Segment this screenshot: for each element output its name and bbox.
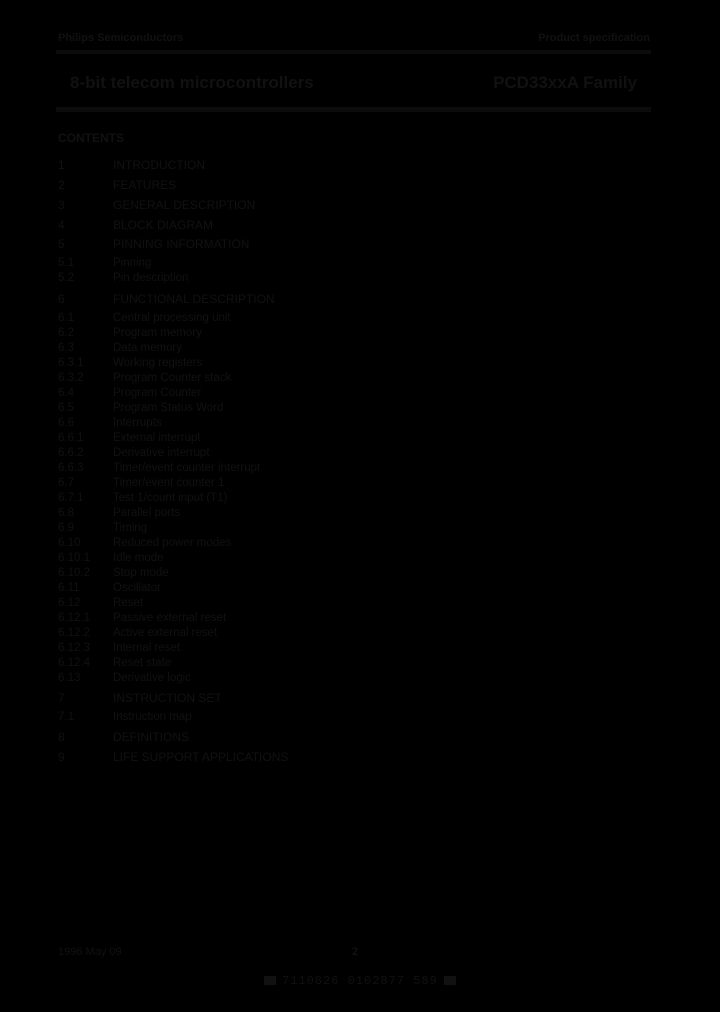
- header-doc-type: Product specification: [538, 32, 650, 44]
- toc-entry-number: 6.13: [58, 672, 81, 684]
- toc-entry-number: 9: [58, 750, 65, 764]
- toc-entry-title: Interrupts: [113, 417, 162, 429]
- header-company: Philips Semiconductors: [58, 32, 184, 44]
- toc-entry-title: Program memory: [113, 327, 202, 339]
- toc-entry-number: 6.5: [58, 402, 74, 414]
- barcode: [258, 974, 462, 988]
- toc-entry-title: Stop mode: [113, 567, 169, 579]
- toc-entry-title: Derivative logic: [113, 672, 191, 684]
- toc-entry-title: Reset: [113, 597, 144, 609]
- toc-entry-title: FUNCTIONAL DESCRIPTION: [113, 292, 275, 306]
- toc-entry-number: 5: [58, 237, 65, 251]
- toc-entry-title: LIFE SUPPORT APPLICATIONS: [113, 750, 289, 764]
- toc-entry-number: 5.1: [58, 257, 74, 269]
- toc-entry-title: Program Counter: [113, 387, 202, 399]
- product-family: PCD33xxA Family: [493, 73, 637, 92]
- toc-entry-number: 8: [58, 730, 65, 744]
- contents-heading: CONTENTS: [58, 131, 124, 145]
- barcode-text: 7110826 0102877 589: [282, 974, 438, 988]
- barcode-block-icon: [444, 976, 456, 985]
- toc-entry-number: 6.10.2: [58, 567, 90, 579]
- toc-entry-number: 4: [58, 218, 65, 232]
- toc-entry-title: Oscillator: [113, 582, 161, 594]
- toc-entry-title: Parallel ports: [113, 507, 181, 519]
- toc-entry-title: Active external reset: [113, 627, 218, 639]
- toc-entry-title: Timing: [113, 522, 148, 534]
- toc-entry-number: 2: [58, 178, 65, 192]
- header-rule: [56, 50, 651, 54]
- toc-entry-number: 6.12: [58, 597, 81, 609]
- toc-entry-number: 6.10.1: [58, 552, 90, 564]
- toc-entry-number: 6.6.2: [58, 447, 84, 459]
- toc-entry-number: 7.1: [58, 711, 74, 723]
- page-number: 2: [352, 946, 359, 958]
- toc-entry-title: Timer/event counter interrupt: [113, 462, 261, 474]
- toc-entry-number: 6.12.3: [58, 642, 90, 654]
- toc-entry-number: 6.8: [58, 507, 74, 519]
- document-title: 8-bit telecom microcontrollers: [70, 73, 314, 92]
- toc-entry-number: 6: [58, 292, 65, 306]
- toc-entry-title: Passive external reset: [113, 612, 227, 624]
- toc-entry-title: Reset state: [113, 657, 172, 669]
- toc-entry-title: Program Counter stack: [113, 372, 232, 384]
- toc-entry-number: 6.3: [58, 342, 74, 354]
- toc-entry-number: 6.12.2: [58, 627, 90, 639]
- toc-entry-number: 6.11: [58, 582, 80, 594]
- toc-entry-number: 6.6.3: [58, 462, 84, 474]
- toc-entry-title: BLOCK DIAGRAM: [113, 218, 214, 232]
- toc-entry-number: 6.3.1: [58, 357, 84, 369]
- barcode-block-icon: [264, 976, 276, 985]
- toc-entry-title: PINNING INFORMATION: [113, 237, 250, 251]
- toc-entry-number: 6.9: [58, 522, 74, 534]
- toc-entry-title: INSTRUCTION SET: [113, 691, 222, 705]
- toc-entry-title: Derivative interrupt: [113, 447, 210, 459]
- toc-entry-title: Central processing unit: [113, 312, 231, 324]
- toc-entry-title: DEFINITIONS: [113, 730, 190, 744]
- toc-entry-number: 3: [58, 198, 65, 212]
- toc-entry-title: Timer/event counter 1: [113, 477, 225, 489]
- toc-entry-title: Internal reset: [113, 642, 181, 654]
- toc-entry-number: 6.10: [58, 537, 81, 549]
- toc-entry-title: Data memory: [113, 342, 183, 354]
- toc-entry-number: 6.12.1: [58, 612, 90, 624]
- toc-entry-title: GENERAL DESCRIPTION: [113, 198, 256, 212]
- toc-entry-number: 1: [58, 158, 65, 172]
- toc-entry-number: 6.3.2: [58, 372, 84, 384]
- toc-entry-title: Pin description: [113, 272, 189, 284]
- toc-entry-title: Working registers: [113, 357, 203, 369]
- toc-entry-number: 6.7: [58, 477, 74, 489]
- toc-entry-title: INTRODUCTION: [113, 158, 205, 172]
- toc-entry-number: 6.12.4: [58, 657, 90, 669]
- toc-entry-title: External interrupt: [113, 432, 201, 444]
- toc-entry-number: 6.6: [58, 417, 74, 429]
- toc-entry-title: Program Status Word: [113, 402, 224, 414]
- toc-entry-number: 5.2: [58, 272, 74, 284]
- toc-entry-title: Pinning: [113, 257, 152, 269]
- toc-entry-number: 6.6.1: [58, 432, 84, 444]
- toc-entry-title: Instruction map: [113, 711, 192, 723]
- toc-entry-number: 6.7.1: [58, 492, 84, 504]
- toc-entry-title: Test 1/count input (T1): [113, 492, 228, 504]
- title-rule: [56, 107, 651, 112]
- toc-entry-number: 6.2: [58, 327, 74, 339]
- toc-entry-number: 6.1: [58, 312, 74, 324]
- toc-entry-number: 7: [58, 691, 65, 705]
- toc-entry-title: Reduced power modes: [113, 537, 232, 549]
- footer-date: 1996 May 09: [58, 946, 122, 958]
- toc-entry-title: FEATURES: [113, 178, 177, 192]
- toc-entry-number: 6.4: [58, 387, 74, 399]
- toc-entry-title: Idle mode: [113, 552, 164, 564]
